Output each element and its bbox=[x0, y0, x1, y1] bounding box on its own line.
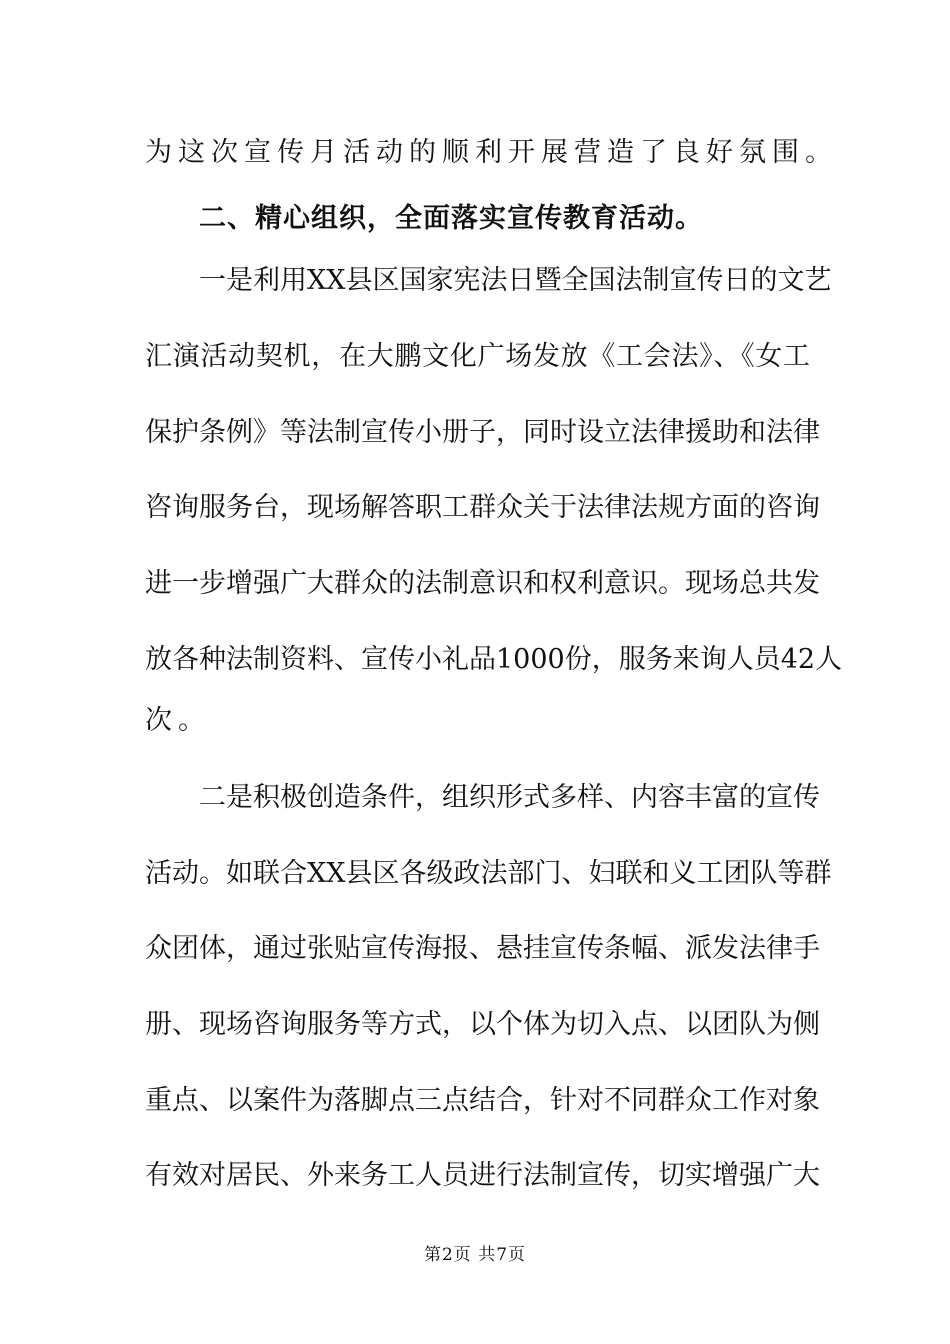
paragraph-line: 一是利用XX县区国家宪法日暨全国法制宣传日的文艺 bbox=[199, 265, 832, 296]
paragraph-line: 二是积极创造条件，组织形式多样、内容丰富的宣传 bbox=[199, 782, 820, 813]
paragraph-line: 放各种法制资料、宣传小礼品1000份，服务来询人员42人 bbox=[145, 644, 843, 675]
paragraph-line: 众团体，通过张贴宣传海报、悬挂宣传条幅、派发法律手 bbox=[145, 933, 820, 964]
section-heading: 二、精心组织，全面落实宣传教育活动。 bbox=[199, 203, 703, 234]
paragraph-line: 次。 bbox=[145, 705, 211, 736]
paragraph-line: 保护条例》等法制宣传小册子，同时设立法律援助和法律 bbox=[145, 417, 820, 448]
paragraph-line: 咨询服务台，现场解答职工群众关于法律法规方面的咨询 bbox=[145, 492, 820, 523]
paragraph-line: 有效对居民、外来务工人员进行法制宣传，切实增强广大 bbox=[145, 1160, 820, 1191]
paragraph-line: 重点、以案件为落脚点三点结合，针对不同群众工作对象 bbox=[145, 1085, 820, 1116]
paragraph-line: 为这次宣传月活动的顺利开展营造了良好氛围。 bbox=[145, 137, 838, 168]
paragraph-line: 进一步增强广大群众的法制意识和权利意识。现场总共发 bbox=[145, 568, 820, 599]
paragraph-line: 活动。如联合XX县区各级政法部门、妇联和义工团队等群 bbox=[145, 858, 832, 889]
page-footer: 第2页 共7页 bbox=[423, 1245, 527, 1265]
paragraph-line: 汇演活动契机，在大鹏文化广场发放《工会法》、《女工 bbox=[145, 341, 810, 372]
paragraph-line: 册、现场咨询服务等方式，以个体为切入点、以团队为侧 bbox=[145, 1009, 820, 1040]
